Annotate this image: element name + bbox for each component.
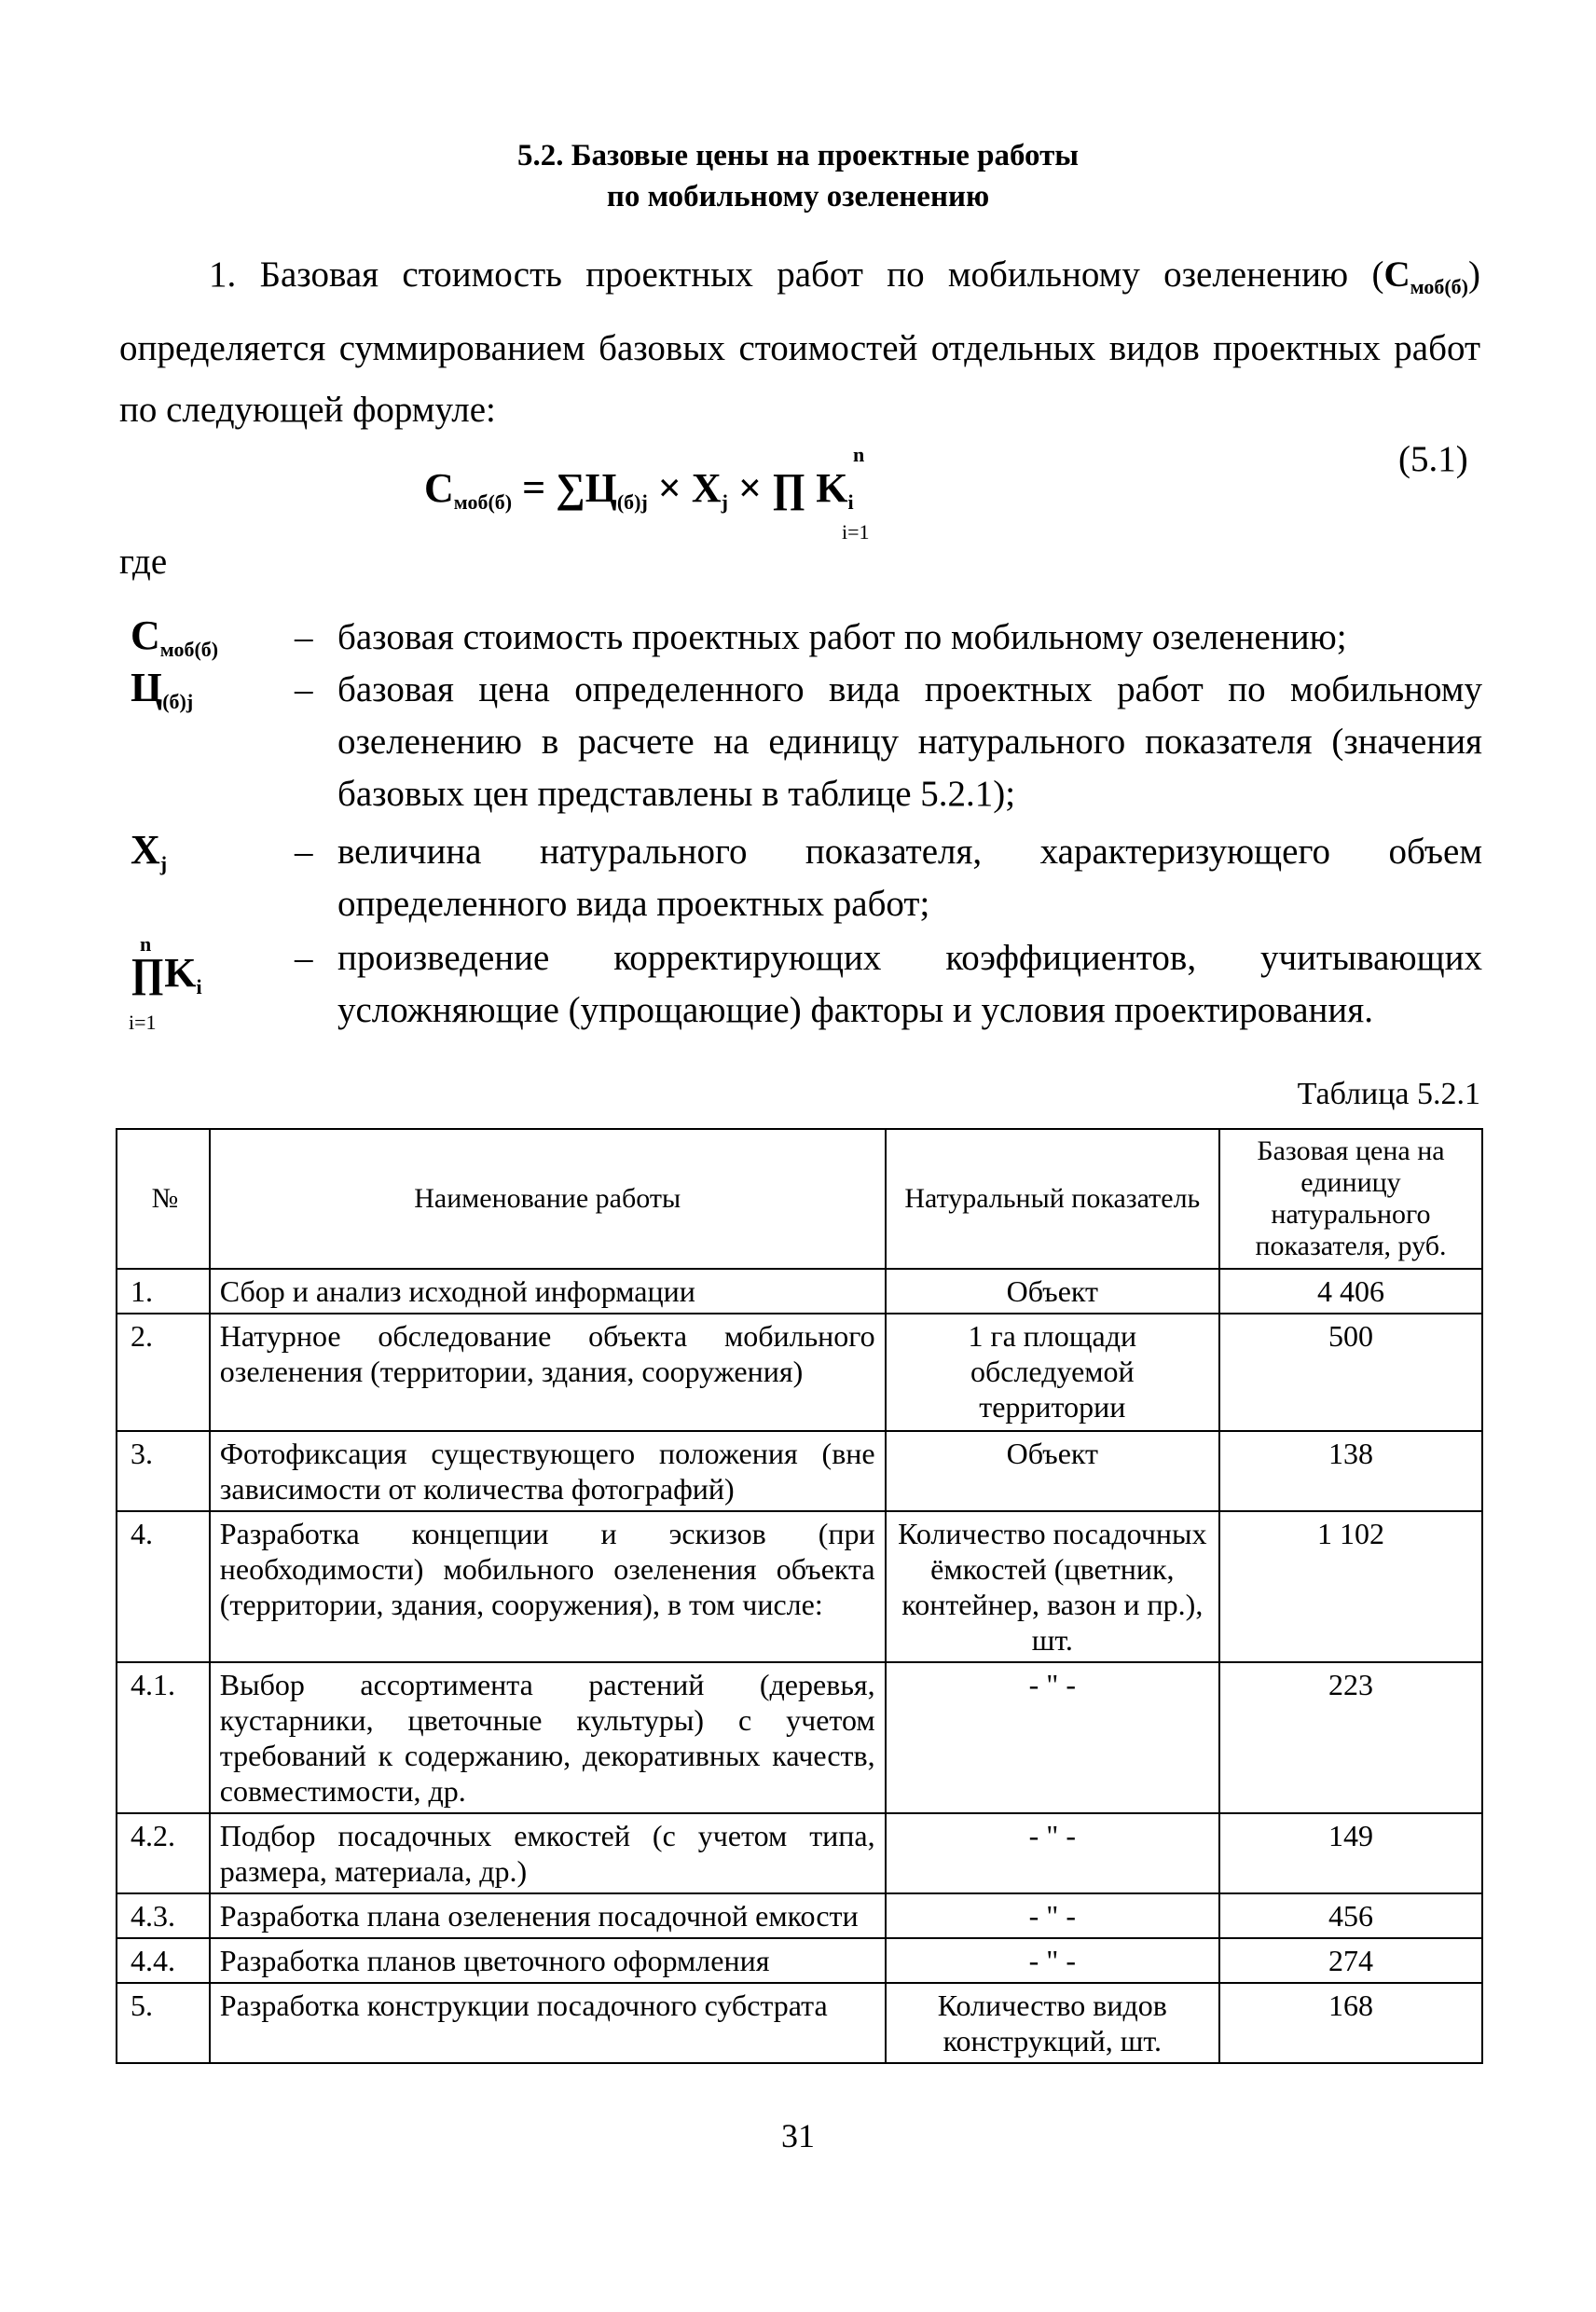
definition-dash: – xyxy=(295,938,313,978)
row-unit: - " - xyxy=(886,1893,1219,1938)
row-price: 223 xyxy=(1219,1662,1482,1813)
row-unit: - " - xyxy=(886,1662,1219,1813)
row-number: 4. xyxy=(117,1511,210,1662)
table-row xyxy=(117,1431,1482,1511)
table-row xyxy=(117,1314,1482,1431)
intro-text-after: ) определяется суммированием базовых стоимостей отдельных видов проектных работ по следующей формуле: xyxy=(119,255,1481,430)
definition-symbol: $\prod K_i$ xyxy=(131,950,202,998)
intro-text-before: Базовая стоимость проектных работ по мобильному озеленению ( xyxy=(259,255,1384,295)
row-number: 4.1. xyxy=(117,1662,210,1813)
formula-product-upper: n xyxy=(853,443,865,466)
table-row xyxy=(117,1269,1482,1314)
definition-row xyxy=(119,612,1482,664)
row-price: 4 406 xyxy=(1219,1269,1482,1314)
definition-product-lower: i=1 xyxy=(129,1011,157,1034)
intro-number: 1. xyxy=(209,255,237,295)
row-number: 2. xyxy=(117,1314,210,1431)
row-work-name: Натурное обследование объекта мобильного озеленения (территории, здания, сооружения) xyxy=(210,1314,886,1431)
row-unit: Количество видов конструкций, шт. xyxy=(886,1983,1219,2063)
intro-symbol-sub: моб(б) xyxy=(1410,275,1469,298)
row-unit: Объект xyxy=(886,1269,1219,1314)
definition-product-upper: n xyxy=(140,932,152,956)
row-work-name: Разработка конструкции посадочного субстрата xyxy=(210,1983,886,2063)
row-work-name: Фотофиксация существующего положения (вне зависимости от количества фотографий) xyxy=(210,1431,886,1511)
definition-text: величина натурального показателя, характеризующего объем определенного вида проектных работ; xyxy=(337,832,1482,924)
row-number: 4.2. xyxy=(117,1813,210,1893)
base-price-table xyxy=(116,1128,1483,2064)
row-work-name: Разработка концепции и эскизов (при необходимости) мобильного озеленения объекта (территории, здания, сооружения), в том числе: xyxy=(210,1511,886,1662)
row-unit: - " - xyxy=(886,1938,1219,1983)
definition-row xyxy=(119,664,1482,822)
row-work-name: Подбор посадочных емкостей (с учетом типа, размера, материала, др.) xyxy=(210,1813,886,1893)
table-row xyxy=(117,1813,1482,1893)
table-header-row xyxy=(117,1129,1482,1269)
definition-symbol: $С_{моб(б)}$ xyxy=(131,612,219,661)
row-unit: 1 га площади обследуемой территории xyxy=(886,1314,1219,1431)
header-price: Базовая цена на единицу натурального показателя, руб. xyxy=(1219,1129,1482,1269)
section-heading xyxy=(0,135,1596,217)
header-work-name: Наименование работы xyxy=(210,1129,886,1269)
row-work-name: Разработка плана озеленения посадочной емкости xyxy=(210,1893,886,1938)
row-number: 4.4. xyxy=(117,1938,210,1983)
heading-line-2: по мобильному озеленению xyxy=(606,180,990,213)
definition-text: произведение корректирующих коэффициентов, учитывающих усложняющие (упрощающие) факторы и условия проектирования. xyxy=(337,938,1482,1030)
row-number: 4.3. xyxy=(117,1893,210,1938)
row-number: 3. xyxy=(117,1431,210,1511)
row-price: 456 xyxy=(1219,1893,1482,1938)
definition-dash: – xyxy=(295,832,313,872)
table-row xyxy=(117,1893,1482,1938)
definition-row xyxy=(119,932,1482,1044)
row-price: 1 102 xyxy=(1219,1511,1482,1662)
row-work-name: Выбор ассортимента растений (деревья, кустарники, цветочные культуры) с учетом требований к содержанию, декоративных качеств, совместимости, др. xyxy=(210,1662,886,1813)
table-row xyxy=(117,1511,1482,1662)
definition-text: базовая цена определенного вида проектных работ по мобильному озеленению в расчете на единицу натурального показателя (значения базовых цен представлены в таблице 5.2.1); xyxy=(337,669,1482,814)
row-unit: Объект xyxy=(886,1431,1219,1511)
table-row xyxy=(117,1938,1482,1983)
definition-symbol: $Ц_{(б)j}$ xyxy=(131,665,194,713)
intro-symbol: С xyxy=(1383,255,1410,295)
table-row xyxy=(117,1983,1482,2063)
row-price: 168 xyxy=(1219,1983,1482,2063)
page-number: 31 xyxy=(781,2117,815,2154)
formula-lhs: $С_{моб(б)} = \sum Ц_{(б)j} \times X_j$ × ∏ $K_i$ xyxy=(424,465,854,514)
definition-dash: – xyxy=(295,617,313,657)
header-number: № xyxy=(117,1129,210,1269)
row-price: 274 xyxy=(1219,1938,1482,1983)
definition-dash: – xyxy=(295,669,313,709)
row-price: 149 xyxy=(1219,1813,1482,1893)
table-caption: Таблица 5.2.1 xyxy=(1297,1077,1480,1111)
heading-line-1: 5.2. Базовые цены на проектные работы xyxy=(516,139,1080,172)
row-number: 1. xyxy=(117,1269,210,1314)
formula-product-lower: i=1 xyxy=(842,520,870,544)
intro-paragraph xyxy=(119,244,1480,441)
formula-5-1 xyxy=(424,438,984,544)
definition-symbol: $X_j$ xyxy=(131,827,168,875)
table-row xyxy=(117,1662,1482,1813)
where-label: где xyxy=(119,542,168,582)
header-unit: Натуральный показатель xyxy=(886,1129,1219,1269)
row-price: 500 xyxy=(1219,1314,1482,1431)
row-work-name: Разработка планов цветочного оформления xyxy=(210,1938,886,1983)
row-work-name: Сбор и анализ исходной информации xyxy=(210,1269,886,1314)
definition-row xyxy=(119,826,1482,930)
row-unit: Количество посадочных ёмкостей (цветник, контейнер, вазон и пр.), шт. xyxy=(886,1511,1219,1662)
row-price: 138 xyxy=(1219,1431,1482,1511)
definition-text: базовая стоимость проектных работ по мобильному озеленению; xyxy=(337,617,1347,657)
row-number: 5. xyxy=(117,1983,210,2063)
equation-number: (5.1) xyxy=(1398,439,1468,479)
row-unit: - " - xyxy=(886,1813,1219,1893)
